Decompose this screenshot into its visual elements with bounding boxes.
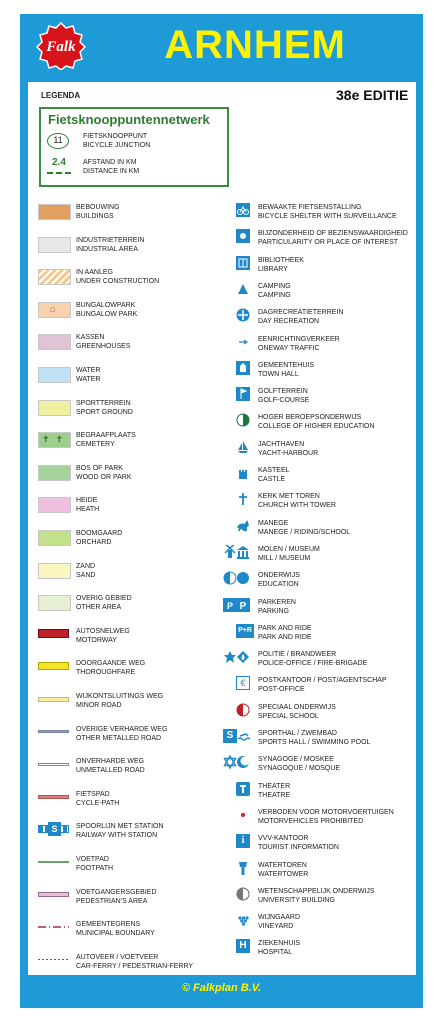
legend-line-19 (38, 825, 69, 833)
symbol-label-nl: ZIEKENHUIS (258, 940, 301, 948)
symbol-label-nl: GEMEENTEHUIS (258, 361, 315, 369)
legend-label-en: MOTORWAY (76, 636, 117, 644)
mosque-icon (236, 755, 250, 769)
symbol-label-en: WATERTOWER (258, 870, 309, 878)
symbol-label-nl: KASTEEL (258, 467, 290, 474)
symbol-label-14 (258, 571, 300, 589)
symbol-label-nl: SYNAGOGE / MOSKEE (258, 756, 334, 764)
water-tower-icon (236, 861, 250, 875)
svg-text:P: P (226, 600, 234, 611)
legend-swatch-1 (38, 237, 71, 253)
legend-label-4 (76, 333, 130, 351)
legend-label-nl: BOOMGAARD (76, 530, 123, 537)
legend-label-15 (76, 692, 163, 710)
library-icon (236, 256, 250, 270)
legend-label-nl: ZAND (76, 562, 96, 570)
symbol-label-en: SYNAGOQUE / MOSQUE (258, 765, 341, 773)
legend-line-17 (38, 763, 69, 766)
legend-label-en: WOOD OR PARK (76, 473, 132, 481)
symbol-label-en: POST-OFFICE (258, 686, 305, 694)
police-icon (223, 650, 237, 664)
legend-label-en: SAND (76, 571, 96, 579)
legend-label-nl: INDUSTRIETERREIN (76, 236, 145, 244)
legend-label-nl: BUNGALOWPARK (76, 301, 136, 309)
symbol-label-nl: DAGRECREATIETERREIN (258, 309, 344, 317)
legend-swatch-8 (38, 465, 71, 481)
legend-line-18 (38, 795, 69, 799)
special-school-icon (236, 703, 250, 717)
symbol-label-26 (258, 887, 375, 905)
legend-label-nl: GEMEENTEGRENS (76, 921, 141, 929)
legend-label-2 (76, 268, 159, 286)
symbol-label-18 (258, 676, 387, 694)
symbol-label-en: MANEGE / RIDING/SCHOOL (258, 528, 351, 536)
legend-swatch-0 (38, 204, 71, 220)
symbol-label-nl: SPECIAAL ONDERWIJS (258, 703, 336, 711)
symbol-label-nl: HOGER BEROEPSONDERWIJS (258, 414, 362, 422)
symbol-label-en: COLLEGE OF HIGHER EDUCATION (258, 423, 375, 431)
symbol-label-en: CAMPING (258, 291, 291, 299)
sports-hall-icon: S (223, 729, 237, 743)
symbol-label-4 (258, 308, 343, 326)
symbol-label-8 (258, 413, 375, 431)
legend-label-18 (76, 790, 119, 808)
symbol-label-en: YACHT-HARBOUR (258, 449, 319, 457)
symbol-label-en: MILL / MUSEUM (258, 554, 311, 562)
symbol-label-nl: MANEGE (258, 519, 289, 527)
legend-label-en: OTHER AREA (76, 604, 122, 612)
symbol-label-15 (258, 598, 296, 616)
legend-label-nl: ONVERHARDE WEG (76, 758, 145, 766)
legend-swatch-7 (38, 432, 71, 448)
legend-label-10 (76, 529, 122, 547)
symbol-label-nl: BIBLIOTHEEK (258, 256, 304, 264)
oneway-arrow-icon (236, 335, 250, 349)
symbol-label-en: LIBRARY (258, 265, 288, 273)
symbol-label-0 (258, 203, 397, 221)
university-icon (236, 887, 250, 901)
distance-label-nl: AFSTAND IN KM (83, 159, 137, 166)
symbol-label-en: POLICE-OFFICE / FIRE-BRIGADE (258, 660, 368, 668)
symbol-label-en: CHURCH WITH TOWER (258, 502, 336, 510)
junction-label-nl: FIETSKNOOPPUNT (83, 133, 148, 140)
symbol-label-en: SPECIAL SCHOOL (258, 712, 319, 720)
parking-covered-icon (223, 598, 237, 612)
legend-label-22 (76, 920, 155, 938)
logo-text: Falk (46, 39, 76, 55)
legend-label-1 (76, 236, 144, 254)
symbol-label-nl: SPORTHAL / ZWEMBAD (258, 730, 337, 737)
symbol-label-nl: MOLEN / MUSEUM (258, 545, 320, 553)
symbol-label-nl: WIJNGAARD (258, 914, 300, 922)
symbol-label-21 (258, 755, 340, 773)
golf-icon (236, 387, 250, 401)
legend-swatch-5 (38, 367, 71, 383)
legend-label-en: UNDER CONSTRUCTION (76, 278, 160, 286)
symbol-label-en: DAY RECREATION (258, 318, 320, 326)
legend-label-nl: WATER (76, 367, 101, 374)
symbol-label-nl: CAMPING (258, 282, 291, 290)
symbol-label-1 (258, 229, 408, 247)
swimming-icon (237, 729, 251, 743)
distance-value: 2.4 (52, 157, 66, 168)
legend-label-16 (76, 725, 167, 743)
symbol-label-27 (258, 913, 300, 931)
symbol-label-16 (258, 624, 312, 642)
legend-line-20 (38, 861, 69, 863)
legend-label-en: MINOR ROAD (76, 702, 122, 709)
cross-icon: ✝✝ (42, 434, 70, 445)
legend-label-nl: DOORGAANDE WEG (76, 660, 146, 668)
symbol-label-23 (258, 808, 394, 826)
legend-swatch-11 (38, 563, 71, 579)
symbol-label-nl: JACHTHAVEN (258, 440, 305, 448)
junction-circle-icon: 11 (47, 133, 69, 149)
legend-label-nl: KASSEN (76, 334, 105, 342)
symbol-label-en: PARKING (258, 607, 289, 615)
legend-label-nl: AUTOSNELWEG (76, 627, 130, 635)
symbol-label-nl: THEATER (258, 782, 291, 790)
legend-label-nl: WIJKONTSLUITINGS WEG (76, 693, 164, 700)
education-half-icon (223, 571, 237, 585)
legend-label-nl: VOETGANGERSGEBIED (76, 888, 157, 896)
symbol-label-en: BICYCLE SHELTER WITH SURVEILLANCE (258, 213, 397, 220)
symbol-label-nl: BIJZONDERHEID OF BEZIENSWAARDIGHEID (258, 230, 408, 238)
legend-label-nl: BEGRAAFPLAATS (76, 432, 136, 440)
tent-icon (236, 282, 250, 296)
tourist-info-icon: i (236, 834, 250, 848)
theatre-icon (236, 782, 250, 796)
castle-icon (236, 466, 250, 480)
synagogue-icon (223, 755, 237, 769)
symbol-label-2 (258, 256, 304, 274)
legend-label-en: BUILDINGS (76, 213, 114, 220)
symbol-label-nl: VERBODEN VOOR MOTORVOERTUIGEN (258, 808, 394, 816)
legend-label-nl: SPOORLIJN MET STATION (76, 823, 164, 831)
legend-label-3 (76, 301, 137, 319)
church-icon (236, 492, 250, 506)
legend-label-0 (76, 203, 120, 221)
legend-swatch-2 (38, 269, 71, 285)
legend-label-en: CEMETERY (76, 441, 115, 449)
symbol-label-5 (258, 335, 340, 353)
prohibited-dot-icon (236, 808, 250, 822)
symbol-label-nl: ONDERWIJS (258, 572, 300, 580)
legend-label-nl: OVERIG GEBIED (76, 595, 132, 603)
legend-line-13 (38, 629, 69, 638)
legend-label-11 (76, 562, 95, 580)
legend-label-6 (76, 399, 133, 417)
point-of-interest-icon (236, 229, 250, 243)
legend-label-en: HEATH (76, 506, 100, 514)
legend-label-8 (76, 464, 131, 482)
symbol-label-en: UNIVERSITY BUILDING (258, 896, 335, 904)
post-office-icon: € (236, 676, 250, 690)
symbol-label-17 (258, 650, 367, 668)
junction-label-en: BICYCLE JUNCTION (83, 142, 151, 149)
legend-label-en: WATER (76, 376, 101, 383)
legend-label-en: UNMETALLED ROAD (76, 767, 145, 775)
legend-label-5 (76, 366, 101, 384)
horse-icon (236, 519, 250, 533)
symbol-label-nl: BEWAAKTE FIETSENSTALLING (258, 204, 362, 211)
legend-line-23 (38, 959, 69, 960)
legend-label-nl: SPORTTERREIN (76, 399, 131, 407)
education-full-icon (236, 571, 250, 585)
symbol-label-9 (258, 440, 318, 458)
legend-label-13 (76, 627, 130, 645)
symbol-label-nl: KERK MET TOREN (258, 493, 320, 501)
symbol-label-nl: EENRICHTINGVERKEER (258, 335, 340, 343)
legend-label-12 (76, 594, 132, 612)
bicycle-icon (236, 203, 250, 217)
symbol-label-20 (258, 729, 370, 747)
legend-label-14 (76, 659, 145, 677)
symbol-label-nl: WETENSCHAPPELIJK ONDERWIJS (258, 887, 375, 895)
symbol-label-nl: POLITIE / BRANDWEER (258, 651, 337, 659)
legend-label-en: BUNGALOW PARK (76, 310, 138, 318)
symbol-label-en: ONEWAY TRAFFIC (258, 344, 320, 352)
fire-brigade-icon (236, 650, 250, 664)
legend-label-en: MUNICIPAL BOUNDARY (76, 930, 155, 938)
legend-label-23 (76, 953, 193, 971)
symbol-label-nl: POSTKANTOOR / POST/AGENTSCHAP (258, 677, 387, 685)
distance-label-en: DISTANCE IN KM (83, 168, 140, 175)
cycling-network-title: Fietsknooppuntennetwerk (48, 112, 210, 127)
symbol-label-en: TOURIST INFORMATION (258, 844, 339, 852)
symbol-label-nl: GOLFTERREIN (258, 388, 308, 396)
legend-label-nl: VOETPAD (76, 856, 109, 863)
svg-text:P: P (239, 600, 247, 612)
symbol-label-nl: WATERTOREN (258, 861, 307, 869)
symbol-label-en: PARK AND RIDE (258, 633, 312, 641)
symbol-label-nl: VVV-KANTOOR (258, 835, 309, 843)
symbol-label-6 (258, 361, 314, 379)
symbol-label-en: PARTICULARITY OR PLACE OF INTEREST (258, 239, 399, 247)
symbol-label-11 (258, 492, 336, 510)
vineyard-icon (236, 913, 250, 927)
symbol-label-28 (258, 939, 300, 957)
mill-icon (223, 545, 237, 559)
legend-label-nl: OVERIGE VERHARDE WEG (76, 725, 168, 733)
legend-line-15 (38, 697, 69, 702)
recreation-icon (236, 308, 250, 322)
legend-label-en: THOROUGHFARE (76, 669, 136, 677)
legend-swatch-9 (38, 497, 71, 513)
distance-dash-line (47, 172, 71, 174)
copyright-footer: © Falkplan B.V. (181, 982, 262, 994)
legend-line-22 (38, 926, 69, 928)
legend-swatch-3 (38, 302, 71, 318)
legend-label-nl: HEIDE (76, 497, 98, 505)
legend-swatch-6 (38, 400, 71, 416)
legend-label-nl: BEBOUWING (76, 204, 120, 211)
symbol-label-25 (258, 861, 308, 879)
legend-label-en: SPORT GROUND (76, 408, 133, 416)
legend-line-16 (38, 730, 69, 733)
legend-label-en: GREENHOUSES (76, 343, 131, 351)
legend-label-en: PEDESTRIAN'S AREA (76, 897, 148, 905)
legend-label-en: FOOTPATH (76, 865, 114, 872)
park-and-ride-icon: P+R (236, 624, 254, 638)
symbol-label-nl: PARK AND RIDE (258, 624, 312, 632)
symbol-label-en: SPORTS HALL / SWIMMING POOL (258, 739, 371, 746)
falk-logo (36, 22, 86, 70)
hospital-icon: H (236, 939, 250, 953)
symbol-label-24 (258, 834, 339, 852)
legend-label-en: OTHER METALLED ROAD (76, 734, 162, 742)
symbol-label-3 (258, 282, 291, 300)
college-icon (236, 413, 250, 427)
symbol-label-22 (258, 782, 290, 800)
map-title: ARNHEM (164, 23, 346, 67)
legend-label-en: ORCHARD (76, 539, 112, 546)
symbol-label-en: HOSPITAL (258, 949, 293, 957)
symbol-label-en: CASTLE (258, 476, 286, 483)
house-icon: ⌂ (50, 303, 57, 315)
station-badge-icon: S (48, 822, 61, 836)
legend-label-9 (76, 496, 99, 514)
legend-label-nl: BOS OF PARK (76, 464, 123, 472)
symbol-label-en: THEATRE (258, 791, 291, 799)
legend-label-7 (76, 431, 136, 449)
symbol-label-en: GOLF-COURSE (258, 397, 310, 405)
edition-label: 38e EDITIE (336, 87, 409, 103)
legend-swatch-4 (38, 334, 71, 350)
legend-label-nl: IN AANLEG (76, 269, 113, 277)
legend-swatch-10 (38, 530, 71, 546)
legend-label-21 (76, 888, 157, 906)
town-hall-icon (236, 361, 250, 375)
legend-line-14 (38, 662, 69, 670)
symbol-label-13 (258, 545, 320, 563)
legend-label-19 (76, 822, 164, 840)
legend-label-17 (76, 757, 145, 775)
legend-label-en: CAR-FERRY / PEDESTRIAN-FERRY (76, 962, 194, 970)
legend-label-nl: AUTOVEER / VOETVEER (76, 953, 159, 961)
symbol-label-19 (258, 703, 336, 721)
legend-heading: LEGENDA (41, 91, 81, 100)
legend-label-20 (76, 855, 113, 873)
legend-label-nl: FIETSPAD (76, 790, 110, 798)
symbol-label-nl: PARKEREN (258, 598, 296, 606)
symbol-label-10 (258, 466, 290, 484)
legend-label-en: CYCLE-PATH (76, 799, 120, 807)
symbol-label-7 (258, 387, 309, 405)
legend-label-en: INDUSTRIAL AREA (76, 245, 138, 253)
legend-swatch-12 (38, 595, 71, 611)
symbol-label-en: TOWN HALL (258, 370, 299, 378)
sailboat-icon (236, 440, 250, 454)
symbol-label-12 (258, 519, 350, 537)
legend-line-21 (38, 892, 69, 897)
parking-icon (236, 598, 250, 612)
museum-icon (236, 545, 250, 559)
symbol-label-en: MOTORVEHICLES PROHIBITED (258, 817, 364, 825)
symbol-label-en: EDUCATION (258, 581, 299, 589)
legend-label-en: RAILWAY WITH STATION (76, 832, 158, 840)
symbol-label-en: VINEYARD (258, 923, 294, 931)
